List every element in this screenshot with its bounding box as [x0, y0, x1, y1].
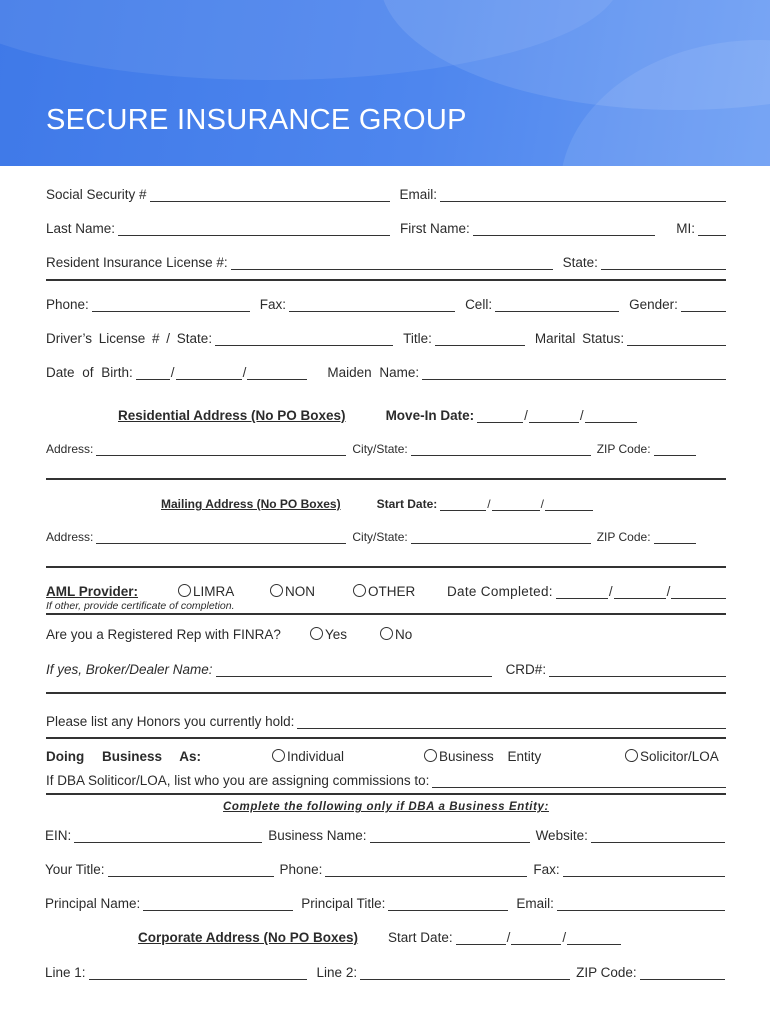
title-field[interactable] — [435, 331, 525, 346]
mailing-heading-row: Mailing Address (No PO Boxes) Start Date: / / — [46, 491, 726, 511]
finra-no-option[interactable]: No — [380, 627, 440, 642]
radio-icon — [272, 749, 285, 762]
corporate-zip-label: ZIP Code: — [576, 965, 637, 980]
fax-field[interactable] — [289, 297, 455, 312]
section-divider — [46, 692, 726, 694]
corporate-start-year-field[interactable] — [567, 930, 621, 945]
dba-option-business-entity[interactable]: Business Entity — [424, 749, 625, 764]
dba-label: Doing Business As: — [46, 749, 202, 764]
line1-label: Line 1: — [45, 965, 86, 980]
website-field[interactable] — [591, 828, 725, 843]
radio-icon — [380, 627, 393, 640]
entity-email-field[interactable] — [557, 896, 725, 911]
section-divider — [46, 478, 726, 480]
maiden-name-field[interactable] — [422, 365, 726, 380]
residential-heading-row: Residential Address (No PO Boxes) Move-In Date: / / — [46, 403, 726, 423]
section-divider — [46, 566, 726, 568]
dob-label: Date of Birth: — [46, 365, 133, 380]
mailing-address-label: Address: — [46, 530, 94, 544]
website-label: Website: — [535, 828, 588, 843]
principal-title-label: Principal Title: — [301, 896, 386, 911]
line2-field[interactable] — [360, 965, 570, 980]
move-in-month-field[interactable] — [477, 408, 523, 423]
first-name-label: First Name: — [400, 221, 470, 236]
entity-row-3 — [45, 891, 725, 911]
aml-option-limra[interactable]: LIMRA — [178, 584, 270, 599]
aml-label: AML Provider: — [46, 584, 139, 599]
radio-icon — [625, 749, 638, 762]
cell-label: Cell: — [465, 297, 493, 312]
mailing-heading: Mailing Address (No PO Boxes) — [161, 497, 341, 511]
radio-icon — [424, 749, 437, 762]
corporate-start-day-field[interactable] — [511, 930, 561, 945]
mailing-zip-label: ZIP Code: — [596, 530, 651, 544]
crd-field[interactable] — [549, 662, 726, 677]
residential-address-row — [46, 436, 726, 456]
dob-year-field[interactable] — [247, 365, 307, 380]
mailing-address-row — [46, 524, 726, 544]
form-title: SECURE INSURANCE GROUP — [46, 104, 467, 136]
entity-row-2 — [45, 857, 725, 877]
residential-zip-label: ZIP Code: — [596, 442, 651, 456]
gender-label: Gender: — [629, 297, 678, 312]
your-title-field[interactable] — [108, 862, 274, 877]
aml-row: AML Provider: LIMRA NON OTHER Date Completed: / / — [46, 579, 726, 599]
header-banner — [0, 0, 770, 166]
entity-phone-label: Phone: — [279, 862, 323, 877]
mailing-city-field[interactable] — [411, 529, 591, 544]
aml-date-label: Date Completed: — [447, 584, 553, 599]
state-label: State: — [562, 255, 598, 270]
mi-label: MI: — [676, 221, 695, 236]
title-label: Title: — [403, 331, 432, 346]
ssn-email-row — [46, 182, 726, 202]
entity-fax-label: Fax: — [533, 862, 560, 877]
principal-name-label: Principal Name: — [45, 896, 141, 911]
honors-field[interactable] — [297, 714, 726, 729]
aml-option-non[interactable]: NON — [270, 584, 353, 599]
phone-label: Phone: — [46, 297, 89, 312]
honors-label: Please list any Honors you currently hold: — [46, 714, 295, 729]
dob-row: Date of Birth: / / Maiden Name: — [46, 360, 726, 380]
business-name-label: Business Name: — [268, 828, 367, 843]
name-row — [46, 216, 726, 236]
ssn-field[interactable] — [150, 187, 390, 202]
section-divider — [46, 279, 726, 281]
corporate-start-month-field[interactable] — [456, 930, 506, 945]
contact-row — [46, 292, 726, 312]
mailing-start-label: Start Date: — [376, 497, 438, 511]
broker-field[interactable] — [216, 662, 492, 677]
entity-phone-field[interactable] — [325, 862, 527, 877]
license-label: Resident Insurance License #: — [46, 255, 228, 270]
email-field[interactable] — [440, 187, 726, 202]
residential-city-label: City/State: — [352, 442, 408, 456]
section-divider — [46, 613, 726, 615]
aml-option-other[interactable]: OTHER — [353, 584, 447, 599]
crd-label: CRD#: — [505, 662, 547, 677]
ein-field[interactable] — [74, 828, 262, 843]
residential-address-field[interactable] — [96, 441, 346, 456]
dob-day-field[interactable] — [176, 365, 242, 380]
finra-yes-option[interactable]: Yes — [310, 627, 380, 642]
your-title-label: Your Title: — [45, 862, 105, 877]
first-name-field[interactable] — [473, 221, 655, 236]
email-label: Email: — [399, 187, 438, 202]
license-row — [46, 250, 726, 270]
aml-note-row — [46, 596, 726, 612]
drivers-license-field[interactable] — [215, 331, 393, 346]
entity-heading: Complete the following only if DBA a Business Entity: — [223, 801, 549, 813]
entity-row-1 — [45, 823, 725, 843]
dba-option-solicitor[interactable]: Solicitor/LOA — [625, 749, 719, 764]
principal-title-field[interactable] — [388, 896, 508, 911]
finra-row — [46, 622, 726, 642]
entity-email-label: Email: — [516, 896, 554, 911]
phone-field[interactable] — [92, 297, 250, 312]
marital-status-label: Marital Status: — [534, 331, 625, 346]
residential-zip-field[interactable] — [654, 441, 696, 456]
mailing-zip-field[interactable] — [654, 529, 696, 544]
radio-icon — [310, 627, 323, 640]
finra-question: Are you a Registered Rep with FINRA? — [46, 627, 281, 642]
broker-row — [46, 657, 726, 677]
dob-month-field[interactable] — [136, 365, 170, 380]
corporate-zip-field[interactable] — [640, 965, 725, 980]
corporate-heading-row: Corporate Address (No PO Boxes) Start Date: / / — [45, 925, 725, 945]
section-divider — [46, 737, 726, 739]
corporate-start-label: Start Date: — [388, 930, 453, 945]
assign-label: If DBA Soliticor/LOA, list who you are assigning commissions to: — [46, 773, 430, 788]
last-name-label: Last Name: — [46, 221, 116, 236]
move-in-year-field[interactable] — [585, 408, 637, 423]
fax-label: Fax: — [259, 297, 287, 312]
mailing-start-month-field[interactable] — [440, 496, 486, 511]
assign-row — [46, 768, 726, 788]
entity-fax-field[interactable] — [563, 862, 725, 877]
honors-row — [46, 709, 726, 729]
license-field[interactable] — [231, 255, 553, 270]
residential-city-field[interactable] — [411, 441, 591, 456]
section-divider — [46, 793, 726, 795]
drivers-license-label: Driver’s License # / State: — [46, 331, 213, 346]
aml-note: If other, provide certificate of completion. — [46, 600, 235, 612]
dba-option-individual[interactable]: Individual — [272, 749, 424, 764]
line1-field[interactable] — [89, 965, 307, 980]
residential-address-label: Address: — [46, 442, 94, 456]
assign-field[interactable] — [432, 773, 726, 788]
principal-name-field[interactable] — [143, 896, 293, 911]
mailing-start-day-field[interactable] — [492, 496, 540, 511]
mailing-address-field[interactable] — [96, 529, 346, 544]
broker-label: If yes, Broker/Dealer Name: — [46, 662, 213, 677]
ein-label: EIN: — [45, 828, 72, 843]
business-name-field[interactable] — [370, 828, 530, 843]
residential-heading: Residential Address (No PO Boxes) — [118, 408, 346, 423]
corporate-heading: Corporate Address (No PO Boxes) — [138, 930, 359, 945]
mailing-city-label: City/State: — [352, 530, 408, 544]
last-name-field[interactable] — [118, 221, 390, 236]
mi-field[interactable] — [698, 221, 726, 236]
mailing-start-year-field[interactable] — [545, 496, 593, 511]
cell-field[interactable] — [495, 297, 619, 312]
move-in-day-field[interactable] — [529, 408, 579, 423]
line2-label: Line 2: — [316, 965, 358, 980]
gender-field[interactable] — [681, 297, 726, 312]
move-in-label: Move-In Date: — [385, 408, 475, 423]
state-field[interactable] — [601, 255, 726, 270]
dba-row — [46, 744, 726, 764]
maiden-name-label: Maiden Name: — [327, 365, 420, 380]
corporate-address-row — [45, 960, 725, 980]
ssn-label: Social Security # — [46, 187, 147, 202]
drivers-license-row — [46, 326, 726, 346]
marital-status-field[interactable] — [627, 331, 726, 346]
